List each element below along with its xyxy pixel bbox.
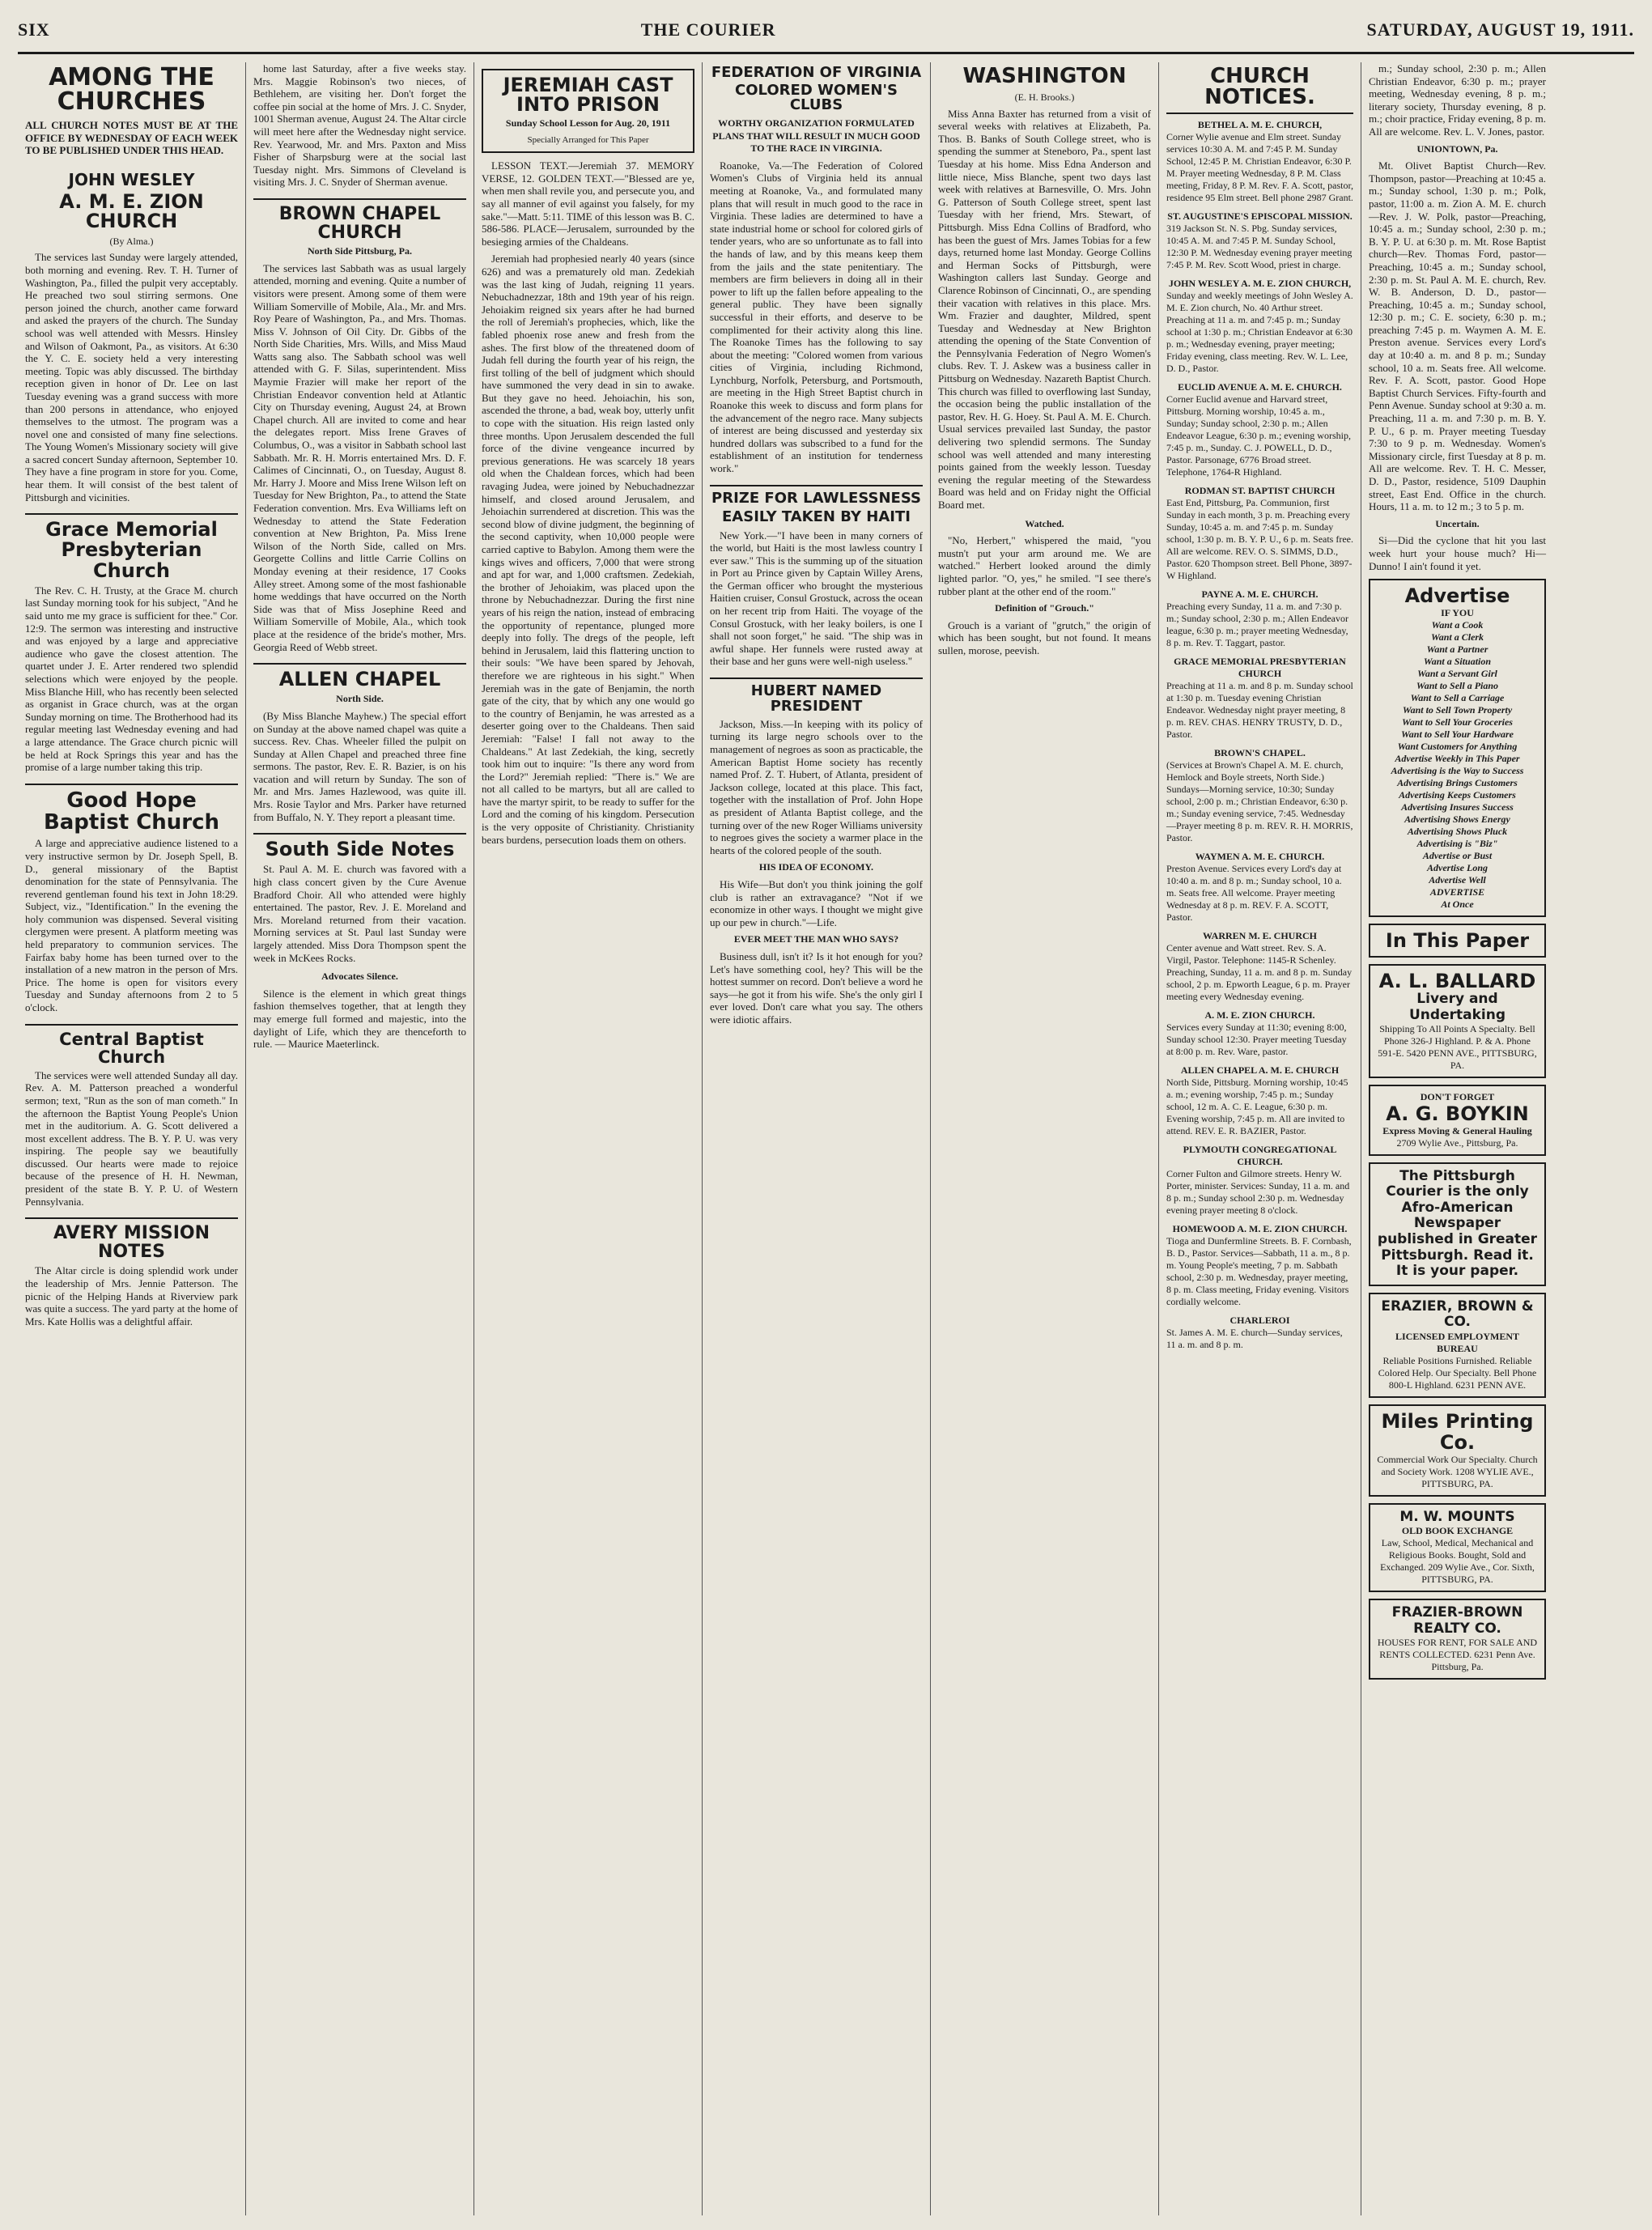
article-body: The Rev. C. H. Trusty, at the Grace M. church last Sunday morning took for his subject, "And he said unto me my grace is sufficient for thee." Cor. 12:9. The sermon was interesting and instructive and was enjoyed by a large and appreciative audience who gave the closest attention. The quartet under J. E. Arter rendered two splendid selections which were enjoyed by the people. Miss Blanche Hill, who has recently been selected as organist in Grace church, was at the organ Sunday morning on time. The Brotherhood had its regular meeting last Wednesday evening and had a large attendance. The Grace church picnic will be held at Rock Springs this year and has the promise of a large number taking this trip. (25, 584, 238, 774)
article-title: FEDERATION OF VIRGINIA (711, 64, 922, 81)
ad-mounts (1369, 1503, 1546, 1593)
church-notice (1166, 485, 1353, 582)
article-body: Jackson, Miss.—In keeping with its policy of turning its large negro schools over to the management of negroes as soon as practicable, the American Baptist Home society has recently named Prof. Z. T. Hubert, of Atlanta, president of Jackson college, located at this place. This fact, together with the installation of Prof. John Hope as president of Atlanta Baptist college, and the turning over of the new Roger Williams university to negroes gives the society a warmer place in the hearts of the colored people of the south. (710, 717, 923, 856)
advertise-line: Advertise Well (1429, 873, 1486, 886)
article-title: Central Baptist Church (25, 1024, 238, 1066)
ad-ballard (1369, 964, 1546, 1078)
church-details: Services every Sunday at 11:30; evening 8:00, Sunday school 12:30. Prayer meeting Tuesday at 8:00 p. m. Rev. Ware, pastor. (1166, 1022, 1347, 1057)
advertise-if: IF YOU (1441, 606, 1474, 618)
ad-detail: Shipping To All Points A Specialty. Bell Phone 326-J Highland. P. & A. Phone 591-E. 5420 PENN AVE., PITTSBURG, PA. (1378, 1023, 1537, 1072)
column-2 (246, 62, 474, 2215)
article-body: Mt. Olivet Baptist Church—Rev. Thompson, pastor—Preaching at 10:45 a. m.; Sunday school, 1:30 p. m.; Polk, pastor, 11:00 a. m. Zion A. M. E. church—Rev. J. W. Polk, pastor—Preaching, 10:45 a. m.; Sunday school, 2:30 p. m.; B. Y. P. U. at 6:30 p. m. Mt. Rose Baptist church—Rev. Thomas Ford, pastor—Preaching, 10:45 a. m.; Sunday school, 2:30 p. m. St. Paul A. M. E. church, Rev. W. B. Anderson, D. D., pastor—Preaching, 10:45 a. m.; Sunday school, 12:30 p. m.; C. E. society, 6:30 p. m.; preaching 7:45 p. m. Waymen A. M. E. Preston avenue. Services every Lord's day at 10:40 a. m. and 8 p. m.; Sunday school, 10 a. m. Seats free. All welcome. Rev. F. A. Scott, pastor. Good Hope Baptist Church Services. Fifty-fourth and Penn Avenue. Sunday school at 9:30 a. m. Preaching, 11 a. m. and 7:30 p. m. B. Y. P. U., 6 p. m. Prayer meeting Tuesday 7:30 to 9 p. m. Wednesday. Women's Missionary circle, first Tuesday at 8 p. m. All are welcome. Rev. T. H. C. Messer, D. D., Pastor, residence, 5109 Dauphin street, East End. Office in the church. Hours, 11 a. m. to 12 m.; 3 to 5 p. m. (1369, 159, 1546, 513)
article-title: Definition of "Grouch." (995, 602, 1094, 614)
church-details: Preaching every Sunday, 11 a. m. and 7:30 p. m.; Sunday school, 2:30 p. m.; Allen Endeavor league, 6:30 p. m.; prayer meeting Wednesday, 8 p. m. Rev. T. Taggart, pastor. (1166, 601, 1348, 648)
byline: (By Alma.) (109, 235, 154, 247)
church-name: JOHN WESLEY A. M. E. ZION CHURCH, (1168, 278, 1352, 289)
church-name: GRACE MEMORIAL PRESBYTERIAN CHURCH (1174, 656, 1346, 679)
church-name: PAYNE A. M. E. CHURCH. (1201, 588, 1319, 600)
article-body: Miss Anna Baxter has returned from a visit of several weeks with relatives at Elizabeth, Pa. Thos. B. Banks of South College street, who is spending the summer at Steneboro, Pa., spent last Tuesday at his home. Miss Edna Anderson and little niece, Miss Blanche, spent two days last week with relatives at Barnesville, O. Mrs. John G. Patterson of South College street, spent last Tuesday with her friend, Mrs. Stewart, of Pittsburgh. Miss Edna Collins of Bradford, who has been the guest of Mrs. James Tobias for a few days, returned home last Monday. George Collins and Herman Socks of Pittsburgh, were Washington callers last Sunday. George and Clarence Robinson of Cincinnati, O., are spending their vacation with relatives in this place. Mrs. Wm. Frazier and daughter, Mildred, spent Tuesday and Wednesday at New Brighton attending the opening of the State Convention of the Pennsylvania Federation of Negro Women's clubs. Rev. T. J. Askew was a business caller in Pittsburg on Wednesday. Nazareth Baptist Church. This church was filled to overflowing last Sunday, the occasion being the public installation of the pastor, Rev. H. G. Hoey. St. Paul A. M. E. Church. Usual services prevailed last Sunday, the pastor delivering two splendid sermons. The Sunday school was well attended and many interesting points gained from the weekly lesson. Tuesday evening the regular meeting of the Stewardess Board was held and on Friday night the Official Board met. (938, 107, 1152, 511)
ad-boykin (1369, 1085, 1546, 1155)
column-5 (931, 62, 1159, 2215)
church-name: EUCLID AVENUE A. M. E. CHURCH. (1178, 381, 1342, 393)
article-body: St. Paul A. M. E. church was favored with a high class concert given by the Cure Avenue Bradford Choir. All who attended were highly entertained. The pastor, Rev. J. E. Moreland and Mrs. Moreland returned from their vacation. Morning services at St. Paul last Sunday were largely attended. Miss Dora Thompson spent the week in McKees Rocks. (253, 863, 466, 964)
church-notice (1166, 1223, 1353, 1308)
article-title: Grace Memorial Presbyterian Church (25, 513, 238, 581)
church-notice (1166, 930, 1353, 1003)
article-title: BROWN CHAPEL CHURCH (253, 198, 466, 242)
article-body: The Altar circle is doing splendid work under the leadership of Mrs. Jennie Patterson. The picnic of the Helping Hands at Riverview park was quite a success. The yard party at the home of Mrs. Kate Hollis was a delightful affair. (25, 1264, 238, 1327)
church-notice (1166, 1315, 1353, 1351)
church-name: CHARLEROI (1229, 1315, 1290, 1326)
advertise-line: Advertising Brings Customers (1397, 776, 1518, 788)
ad-name: A. G. BOYKIN (1386, 1102, 1529, 1126)
church-notice (1166, 656, 1353, 741)
article-body: Si—Did the cyclone that hit you last week hurt your house much? Hi—Dunno! I ain't found it yet. (1369, 534, 1546, 572)
article-title: UNIONTOWN, Pa. (1416, 142, 1498, 155)
article-title: HIS IDEA OF ECONOMY. (758, 861, 874, 873)
article-title: EVER MEET THE MAN WHO SAYS? (733, 933, 899, 945)
advertise-line: At Once (1441, 898, 1474, 910)
article-body: Business dull, isn't it? Is it hot enough for you? Let's have something cool, hey? This will be the hottest summer on record. Don't believe a word he says—he got it from his wife. She's the only girl I ever loved. Don't care what you say. The others were idiotic affairs. (710, 949, 923, 1026)
submission-notice: ALL CHURCH NOTES MUST BE AT THE OFFICE BY WEDNESDAY OF EACH WEEK TO BE PUBLISHED UNDER THIS HEAD. (25, 119, 238, 157)
column-4 (703, 62, 931, 2215)
ad-line: Livery and Undertaking (1409, 991, 1505, 1023)
church-details: Corner Wylie avenue and Elm street. Sunday services 10:30 A. M. and 7:45 P. M. Sunday School, 12:45 P. M. Christian Endeavor, 6:30 P. M. Prayer meeting Wednesday, 8 P. M. Class meeting, Friday, 8 P. M. Rev. F. A. Scott, pastor, residence 95 Elm street. Bell phone 2987 Grant. (1166, 131, 1353, 203)
article-title: PRIZE FOR LAWLESSNESS (710, 485, 923, 507)
ad-detail: Law, School, Medical, Mechanical and Religious Books. Bought, Sold and Exchanged. 209 Wylie Ave., Cor. Sixth, PITTSBURG, PA. (1380, 1537, 1535, 1586)
section-title: WASHINGTON (962, 64, 1127, 88)
article-title: Uncertain. (1435, 517, 1480, 529)
ad-line: OLD BOOK EXCHANGE (1401, 1525, 1514, 1537)
church-notice (1166, 381, 1353, 478)
article-deck: WORTHY ORGANIZATION FORMULATED PLANS THAT WILL RESULT IN MUCH GOOD TO THE RACE IN VIRGINIA. (712, 117, 920, 155)
church-name: BROWN'S CHAPEL. (1214, 747, 1306, 758)
church-details: Corner Euclid avenue and Harvard street, Pittsburg. Morning worship, 10:45 a. m., Sunday; Sunday school, 2:30 p. m.; Allen Endeavor League, 6:30 p. m.; evening worship, 7:45 p. m., Sunday. C. J. POWELL, D. D., Pastor. Parsonage, 6776 Broad street. Telephone, 1764-R Highland. (1166, 393, 1351, 478)
church-notice (1166, 1009, 1353, 1058)
ad-erazier (1369, 1293, 1546, 1398)
church-name: BETHEL A. M. E. CHURCH, (1197, 119, 1323, 130)
ad-detail: 2709 Wylie Ave., Pittsburg, Pa. (1396, 1136, 1518, 1149)
church-details: (Services at Brown's Chapel A. M. E. church, Hemlock and Boyle streets, North Side.) Sundays—Morning service, 10:30; Sunday school, 2:00 p. m.; Christian Endeavor, 6:30 p. m.; Sunday evening service, 7:45. Wednesday—Prayer meeting 8 p. m. REV. R. H. MORRIS, Pastor. (1166, 759, 1353, 843)
church-details: Preston Avenue. Services every Lord's day at 10:40 a. m. and 8 p. m.; Sunday school, 10 a. m. Seats free. All welcome. Prayer meeting Wednesday at 8 p. m. REV. F. A. SCOTT, Pastor. (1166, 863, 1342, 923)
ad-detail: Commercial Work Our Specialty. Church and Society Work. 1208 WYLIE AVE., PITTSBURG, PA. (1377, 1453, 1538, 1489)
church-name: RODMAN ST. BAPTIST CHURCH (1184, 485, 1336, 496)
ad-frazier-brown-realty (1369, 1599, 1546, 1680)
column-7 (1361, 62, 1553, 2215)
church-notice-list (1166, 119, 1353, 1351)
lesson-header-box (482, 69, 694, 153)
masthead (18, 8, 1634, 54)
ad-line: LICENSED EMPLOYMENT BUREAU (1395, 1330, 1520, 1354)
church-name: PLYMOUTH CONGREGATIONAL CHURCH. (1183, 1144, 1337, 1167)
church-details: 319 Jackson St. N. S. Pbg. Sunday services, 10:45 A. M. and 7:45 P. M. Sunday School, 12:30 P. M. Wednesday evening prayer meeting 7:45 P. M. Rev. Scott Wood, priest in charge. (1166, 223, 1353, 270)
church-details: North Side, Pittsburg. Morning worship, 10:45 a. m.; evening worship, 7:45 p. m.; Sunday school, 12 m. A. C. E. League, 6:30 p. m. Evening worship, 7:45 p. m. All are invited to attend. REV. E. R. BAZIER, Pastor. (1166, 1077, 1348, 1136)
ad-name: A. L. BALLARD (1378, 969, 1536, 992)
article-title: Good Hope Baptist Church (25, 784, 238, 835)
advertise-line: Advertise Long (1427, 861, 1488, 873)
article-subtitle: North Side Pittsburg, Pa. (308, 245, 412, 257)
church-notice (1166, 1064, 1353, 1137)
column-3 (474, 62, 703, 2215)
advertise-line: Advertise Weekly in This Paper (1395, 752, 1520, 764)
advertise-line: ADVERTISE (1429, 886, 1485, 898)
article-title: Advocates Silence. (321, 971, 398, 983)
article-title: HUBERT NAMED PRESIDENT (710, 677, 923, 715)
section-title: CHURCH NOTICES. (1204, 64, 1315, 109)
church-notice (1166, 1144, 1353, 1217)
ad-name: Miles Printing Co. (1381, 1409, 1534, 1455)
article-body: home last Saturday, after a five weeks stay. Mrs. Maggie Robinson's two nieces, of Bethlehem, are visiting her. Don't forget the coffee pin social at the home of Mrs. J. C. Snyder, 1001 Sherman avenue, August 24. The Altar circle will meet here after the Wednesday night service. Rev. Yearwood, Mr. and Mrs. Paxton and Miss Fisher of Sharpsburg were at the social last Tuesday night. Mrs. Simmons of Cleveland is visiting Mrs. J. C. Snyder of Sherman avenue. (253, 62, 466, 189)
columns (18, 62, 1634, 2215)
advertise-line: Want a Clerk (1430, 631, 1484, 643)
church-name: WARREN M. E. CHURCH (1203, 930, 1317, 941)
article-title: COLORED WOMEN'S CLUBS (735, 82, 898, 113)
article-subtitle: Sunday School Lesson for Aug. 20, 1911 (505, 117, 671, 129)
advertise-line: Advertise or Bust (1422, 849, 1493, 861)
issue-date: SATURDAY, AUGUST 19, 1911. (1366, 19, 1634, 40)
article-body: m.; Sunday school, 2:30 p. m.; Allen Christian Endeavor, 6:30 p. m.; prayer meeting, Wednesday evening, 8 p. m.; literary society, Thursday evening, 8 p. m.; choir practice, Friday evening, 8 p. m. All are welcome. Rev. L. V. Jones, pastor. (1369, 62, 1546, 138)
church-notice (1166, 747, 1353, 844)
ad-name: ERAZIER, BROWN & CO. (1381, 1298, 1534, 1331)
byline: (E. H. Brooks.) (1014, 91, 1075, 103)
advertise-line: Advertising is the Way to Success (1391, 764, 1524, 776)
advertise-box (1369, 579, 1546, 916)
church-name: ALLEN CHAPEL A. M. E. CHURCH (1180, 1064, 1340, 1076)
church-details: St. James A. M. E. church—Sunday services, 11 a. m. and 8 p. m. (1166, 1327, 1343, 1350)
church-details: Tioga and Dunfermline Streets. B. F. Cornbash, B. D., Pastor. Services—Sabbath, 11 a. m., 8 p. m. Young People's meeting, 7 p. m. Sabbath school, 2:30 p. m. Wednesday, prayer meeting, 8 p. m. Class meeting, Friday evening. Visitors cordially welcome. (1166, 1235, 1352, 1307)
advertise-line: Advertising Keeps Customers (1399, 788, 1516, 801)
advertise-line: Want to Sell Your Groceries (1402, 716, 1513, 728)
article-body: Silence is the element in which great things fashion themselves together, that at length they may emerge full formed and majestic, into the daylight of Life, which they are thenceforth to rule. — Maurice Maeterlinck. (253, 987, 466, 1051)
advertise-title: Advertise (1404, 584, 1510, 608)
advertise-line: Advertising Insures Success (1401, 801, 1514, 813)
article-title: INTO PRISON (516, 93, 660, 116)
ad-name: M. W. MOUNTS (1399, 1508, 1515, 1525)
paper-name: THE COURIER (640, 19, 776, 40)
lesson-text: LESSON TEXT.—Jeremiah 37. MEMORY VERSE, 12. GOLDEN TEXT.—"Blessed are ye, when men shall revile you, and persecute you, and say all manner of evil against you falsely, for my sake."—Matt. 5:11. TIME of this lesson was B. C. 586-586. PLACE—Jerusalem, surrounded by the besieging armies of the Chaldeans. (482, 159, 694, 248)
ad-detail: HOUSES FOR RENT, FOR SALE AND RENTS COLLECTED. 6231 Penn Ave. Pittsburg, Pa. (1377, 1637, 1538, 1673)
article-body: "No, Herbert," whispered the maid, "you mustn't put your arm around me. We are watched." Herbert looked around the dimly lighted parlor. "O, yes," he smiled. "I see there's rubber plant at the other end of the room." (938, 534, 1151, 597)
section-title: AMONG THE CHURCHES (49, 63, 214, 116)
article-body: His Wife—But don't you think joining the golf club is rather an extravagance? "Not if we economize in other ways. I thought we might give up our pew in church."—Life. (710, 877, 923, 928)
article-title: AVERY MISSION NOTES (25, 1217, 238, 1261)
advertise-line: Want to Sell a Carriage (1410, 691, 1505, 703)
advertise-line: Want to Sell a Piano (1416, 679, 1499, 691)
article-title: EASILY TAKEN BY HAITI (722, 508, 911, 525)
ad-pretitle: DON'T FORGET (1420, 1091, 1495, 1103)
ad-courier (1369, 1162, 1546, 1286)
church-name: WAYMEN A. M. E. CHURCH. (1195, 851, 1325, 862)
ad-name: FRAZIER-BROWN REALTY CO. (1391, 1604, 1523, 1637)
church-notice (1166, 278, 1353, 375)
church-name: HOMEWOOD A. M. E. ZION CHURCH. (1172, 1223, 1348, 1234)
ad-text: The Pittsburgh Courier is the only Afro-American Newspaper published in Greater Pittsburgh. Read it. It is your paper. (1377, 1167, 1538, 1280)
article-body: The services last Sabbath was as usual largely attended, morning and evening. Quite a number of visitors were present. Among some of them were William Somerville of Mobile, Ala., Mr. and Mrs. Roy Peare of Washington, Pa., and Mrs. Thomas. Miss V. Johnson of Oil City. Dr. Gibbs of the North Side Charities, Mrs. Wills, and Miss Maud Watts sang also. The Sabbath school was well attended with G. F. Silas, superintendent. Miss Maymie Frazier will make her report of the Christian Endeavor convention held at Atlantic City on Thursday evening, August 24, at Brown Chapel church. All are invited to come and hear the delegates report. Miss Irene Graves of Columbus, O., was a visitor in Sabbath school last Sabbath. Mr. R. H. Morris entertained Mrs. D. F. Calimes of Cincinnati, O., on Tuesday, August 8. Mr. Harry J. Moore and Miss Irene Wilson left on Tuesday for New Brighton, Pa., to attend the State Federation convention. Mrs. Eva Williams left on Wednesday to attend the State Federation convention at New Brighton, Pa. Miss Irene Wilson of the North Side, called on Mrs. Georgette Collins and little Carrie Collins on Monday evening at their residence, 17 Cooks Alley street. Among some of the most fashionable home weddings that have occurred on the North Side was that of Miss Josephine Reed and William Somerville of Mobile, Ala., which took place at the residence of the bride's mother, Mrs. Georgia Reed of Webb street. (253, 261, 466, 653)
church-details: East End, Pittsburg, Pa. Communion, first Sunday in each month, 3 p. m. Preaching every Sunday, 10:45 a. m. and 7:45 p. m. Sunday school, 1:30 p. m. B. Y. P. U., 6 p. m. Seats free. All are welcome. REV. O. S. SIMMS, D.D., Pastor. 620 Thompson street. Bell Phone, 3897-W Highland. (1166, 497, 1353, 581)
advertise-line: Advertising Shows Pluck (1407, 825, 1508, 837)
church-notice (1166, 851, 1353, 924)
article-body: The services were well attended Sunday all day. Rev. A. M. Patterson preached a wonderful sermon; text, "Run as the son of man cometh." In the afternoon the Baptist Young People's Union met in the auditorium. A. G. Scott delivered a most excellent address. The B. Y. P. U. was very inspiring. The people say we beautifully discussed. Our hearts were made to rejoice because of the presence of H. H. Newman, president of the state B. Y. P. U. of Western Pennsylvania. (25, 1068, 238, 1208)
article-body: Jeremiah had prophesied nearly 40 years (since 626) and was a prematurely old man. Zedekiah was the last king of Judah, reigning 11 years. Nebuchadnezzar, 18th and 19th year of his reign. Jehoiakim reigned six years after he had burned the roll of Jeremiah's prophecies, which, like the fabled phoenix rose anew and fresh from the ashes. The first blow of the threatened doom of Judah fell during the fourth year of his reign, the first tolling of the bell of judgment which should have summoned the very dead in sin to awake. But they gave no heed. Jehoiachin, his son, ascended the throne, a bad, weak boy, utterly unfit to cope with the situation. His reign lasted only three months. Upon Jerusalem descended the full force of the divine vengeance incurred by previous generations. He was scarcely 18 years old when the Chaldean forces, which had been ravaging Judea, were joined by Nebuchadnezzar himself, and closed around Jerusalem, and Jehoiachin surrendered at discretion. This was the second blow of divine judgment, the beginning of the second captivity, when 10,000 people were carried captive to Babylon. Among them were the kings wives and officers, 7,000 that were strong and apt for war, and 1,000 craftsmen. Zedekiah, the brother of Jehoiakim, was placed upon the throne by Nebuchadnezzar. During the first nine years of his reign the nation, instead of embracing the opportunity of repentance, plunged more deeply into folly. The dregs of the people, left behind in Jerusalem, laid this flattering unction to their souls: "We have been spared by Jehovah, therefore we are righteous in his sight." When Jeremiah was in the gate of Benjamin, the north gate of the city, that by which any one would go to the country of Benjamin, he was arrested as a deserter going over to the Chaldeans. Then said Jeremiah: "False! I fall not away to the Chaldeans." At last Zedekiah, the king, secretly took him out to inquire: "Is there any word from the Lord?" Jeremiah replied: "There is." We are not all called to be martyrs, but all are called to have the martyr spirit, to be ready to suffer for the Lord and the coming of his kingdom. Persecution is the very opposite of Christianity. Christianity bears burdens, persecution loads them on others. (482, 253, 694, 846)
article-title: JOHN WESLEY (68, 169, 195, 189)
page-number: SIX (18, 19, 50, 40)
church-details: Corner Fulton and Gilmore streets. Henry W. Porter, minister. Services: Sunday, 11 a. m. and 8 p. m.; Sunday school 2:30 p. m. Wednesday evening prayer meeting 8 o'clock. (1166, 1168, 1350, 1216)
article-body: New York.—"I have been in many corners of the world, but Haiti is the most lawless country I ever saw." This is the summing up of the situation in Port au Prince given by Captain Willey Arens, the German officer who brought the mysterious Haitien cruiser, Consul Grostuck, across the ocean on her recent trip from Haiti. The voyage of the Consul Grostuck, with her leaky boilers, is one I shall not soon forget," he said. "The ship was in awful shape. Her funnels were rusted away at their base and her guns were well-nigh useless." (710, 529, 923, 668)
article-body: The services last Sunday were largely attended, both morning and evening. Rev. T. H. Turner of Washington, Pa., filled the pulpit very acceptably. He preached two soul stirring sermons. One person joined the church, another came forward and asked the prayers of the church. The Sunday school was well attended with Messrs. Hinsley and Wilson of Oakmont, Pa., as visitors. At 6:30 the Y. C. E. society held a very interesting meeting. Topic was ably discussed. The birthday reception given in honor of Dr. Lee on last Tuesday evening was a grand success with more than 200 persons in attendance, who enjoyed themselves to the utmost. The program was a novel one and consisted of many fine selections. The Young Women's Missionary society will give a sacred concert Sunday afternoon, September 10. They have a fine program in store for you. Come, hear them. It will consist of the best talent of Pittsburgh and vicinities. (25, 251, 238, 503)
advertise-line: Want a Situation (1423, 655, 1492, 667)
church-name: ST. AUGUSTINE'S EPISCOPAL MISSION. (1167, 210, 1353, 222)
ad-miles (1369, 1404, 1546, 1497)
article-title: ALLEN CHAPEL (253, 663, 466, 690)
advertise-line: Want to Sell Town Property (1402, 703, 1513, 716)
article-title: Watched. (1025, 517, 1064, 529)
article-title: JEREMIAH CAST (503, 74, 673, 96)
advertise-line: Want a Servant Girl (1417, 667, 1497, 679)
column-6 (1159, 62, 1361, 2215)
article-body: Roanoke, Va.—The Federation of Colored Women's Clubs of Virginia held its annual meeting at Roanoke, Va., and formulated many plans that will result in much good to the race in Virginia. These ladies are determined to have a state industrial home or school for colored girls of tender years, who are so unfortunate as to fall into the hands of law, and by this means keep them from the jails and the state penitentiary. The members are firm believers in doing all in their power to lift up the fallen before appealing to the general public. They have been signally successful in their efforts, and deserve to be complimented for their activity along this line. The Roanoke Times has the following to say about the meeting: "Colored women from various cities of Virginia, including Richmond, Lynchburg, Norfolk, Petersburg, and Portsmouth, are meeting in the High Street Baptist church in Roanoke this week to discuss and form plans for the advancement of the negro race. Many subjects of interest are being discussed and yesterday six hundred dollars was subscribed to a fund for the establishment of an institution for tenderness work." (710, 159, 923, 475)
divider (1166, 113, 1353, 114)
article-title: A. M. E. ZION CHURCH (59, 189, 204, 232)
church-details: Center avenue and Watt street. Rev. S. A. Virgil, Pastor. Telephone: 1145-R Schenley. Preaching, Sunday, 11 a. m. and 8 p. m. Sunday school, 2 p. m. Epworth League, 6 p. m. Prayer meeting every Wednesday evening. (1166, 942, 1353, 1002)
advertise-line: Want Customers for Anything (1397, 740, 1518, 752)
column-1 (18, 62, 246, 2215)
church-notice (1166, 119, 1353, 204)
article-body: A large and appreciative audience listened to a very instructive sermon by Dr. Joseph Spell, B. D., general missionary of the Baptist denomination for the state of Pennsylvania. The reverend gentleman found his text in John 18:29. Subject, viz., "Identification." In the evening the holy communion was dispensed. Several visiting clergymen were present. A platform meeting was held preparatory to communion services. The Fairfax baby home has been turned over to the installation of a new matron in the person of Mrs. Price. The home is open for visitors every Tuesday and Sunday afternoons from 2 to 5 o'clock. (25, 837, 238, 1014)
advertise-line: Advertising is "Biz" (1416, 837, 1498, 849)
article-body: Grouch is a variant of "grutch," the origin of which has been sought, but not found. It means sullen, morose, peevish. (938, 618, 1151, 656)
church-notice (1166, 210, 1353, 271)
advertise-line: Want to Sell Your Hardware (1401, 728, 1514, 740)
advertise-line: Advertising Shows Energy (1404, 813, 1510, 825)
church-notice (1166, 588, 1353, 649)
church-name: A. M. E. ZION CHURCH. (1204, 1009, 1315, 1021)
advertise-line: Want a Cook (1431, 618, 1484, 631)
church-details: Sunday and weekly meetings of John Wesley A. M. E. Zion church, No. 40 Arthur street. Preaching at 11 a. m. and 7:45 p. m.; Sunday school at 1:30 p. m.; Christian Endeavor at 6:30 p. m.; Wednesday evening, prayer meeting; Friday evening, class meeting. Rev. W. L. Lee, D. D., Pastor. (1166, 290, 1353, 374)
church-details: Preaching at 11 a. m. and 8 p. m. Sunday school at 1:30 p. m. Tuesday evening Christian Endeavor. Wednesday night prayer meeting, 8 p. m. REV. CHAS. HENRY TRUSTY, D. D., Pastor. (1166, 680, 1353, 740)
article-body: (By Miss Blanche Mayhew.) The special effort on Sunday at the above named chapel was quite a success. Rev. Chas. Wheeler filled the pulpit on Sunday at Allen Chapel and preached three fine sermons. The pastor, Rev. E. R. Bazier, is on his vacation and will return by Sunday. The son of Mr. and Mrs. James Hazlewood, was quite ill. Mrs. Rosie Taylor and Mrs. Parker have returned from Buffalo, N. Y. They report a pleasant time. (253, 709, 466, 823)
advertise-footer: In This Paper (1385, 928, 1530, 952)
article-title: South Side Notes (253, 833, 466, 860)
ad-detail: Reliable Positions Furnished. Reliable Colored Help. Our Specialty. Bell Phone 800-L Highland. 6231 PENN AVE. (1378, 1354, 1537, 1391)
ad-line: Express Moving & General Hauling (1382, 1124, 1532, 1136)
in-this-paper-box (1369, 924, 1546, 958)
article-subtitle: North Side. (336, 693, 384, 705)
article-subtitle: Specially Arranged for This Paper (527, 134, 649, 145)
advertise-line: Want a Partner (1426, 643, 1488, 655)
